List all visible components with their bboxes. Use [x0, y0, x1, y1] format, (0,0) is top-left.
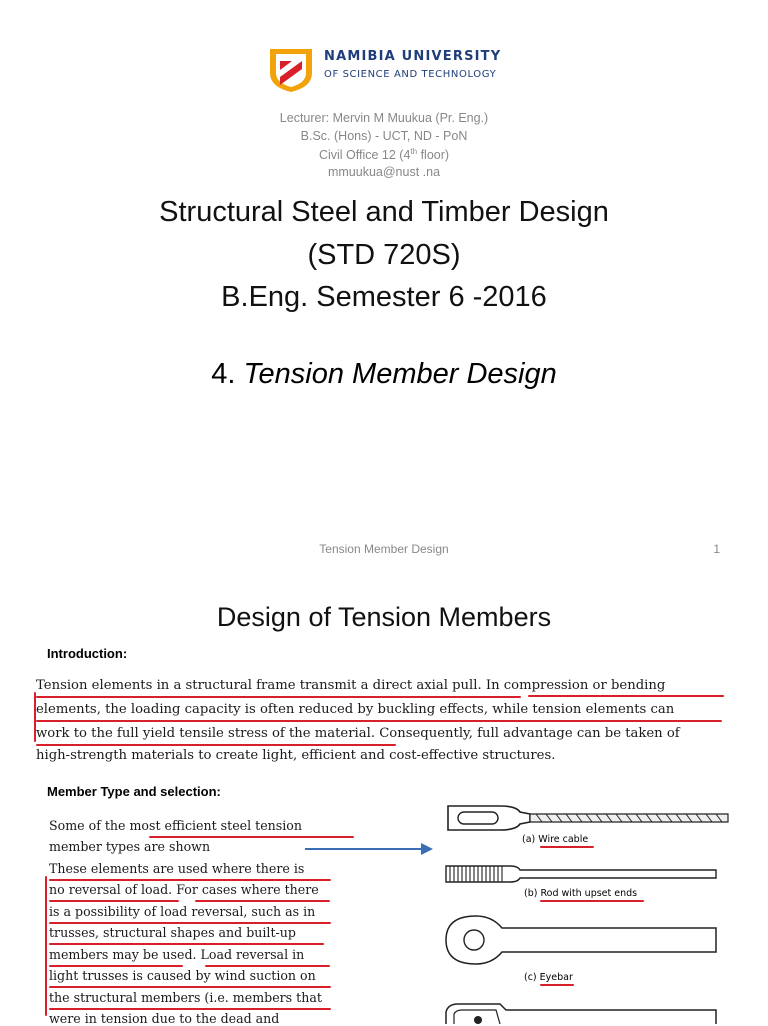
- red-underline: [49, 986, 331, 988]
- member-line: Some of the most efficient steel tension: [49, 818, 302, 833]
- red-underline: [49, 1008, 331, 1010]
- red-underline: [540, 846, 594, 848]
- figure-label-a: (a) Wire cable: [522, 834, 589, 845]
- member-heading: Member Type and selection:: [47, 784, 221, 799]
- office-sup: th: [410, 147, 418, 156]
- red-underline: [49, 900, 179, 902]
- office-line: [0, 147, 768, 162]
- red-underline: [195, 900, 330, 902]
- member-scanned-text: [45, 812, 345, 1024]
- member-line: trusses, structural shapes and built-up: [49, 925, 296, 940]
- course-code: (STD 720S): [307, 239, 461, 271]
- red-underline: [49, 922, 331, 924]
- rod-upset-ends-figure: [440, 862, 730, 886]
- course-title: Structural Steel and Timber Design: [159, 196, 609, 228]
- member-line: were in tension due to the dead and: [49, 1011, 280, 1026]
- logo-name-line1: NAMIBIA UNIVERSITY: [324, 49, 502, 64]
- page-number: 1: [713, 542, 720, 556]
- university-logo: [266, 43, 506, 93]
- lecturer-line: Lecturer: Mervin M Muukua (Pr. Eng.): [279, 111, 489, 125]
- member-type-figures: [440, 800, 730, 1024]
- red-margin-mark: [34, 692, 36, 742]
- topic-heading: [0, 358, 768, 391]
- red-underline: [49, 943, 324, 945]
- member-line: These elements are used where there is: [49, 861, 305, 876]
- member-line: light trusses is caused by wind suction on: [49, 968, 316, 983]
- red-underline: [528, 695, 724, 697]
- wire-cable-figure: [440, 800, 730, 836]
- red-underline: [49, 879, 331, 881]
- footer-title: Tension Member Design: [319, 542, 449, 556]
- slide-title: Design of Tension Members: [216, 602, 552, 632]
- arrow-right-icon: [305, 840, 435, 858]
- intro-line: Tension elements in a structural frame transmit a direct axial pull. In compression or bending: [36, 678, 666, 693]
- office-prefix: Civil Office 12 (4: [318, 148, 411, 163]
- red-underline: [540, 984, 574, 986]
- partial-member-figure: [440, 998, 730, 1024]
- red-underline: [149, 836, 354, 838]
- email-line: mmuukua@nust .na: [327, 165, 441, 179]
- qualifications-line: B.Sc. (Hons) - UCT, ND - PoN: [300, 129, 468, 143]
- red-margin-mark: [45, 876, 47, 1016]
- shield-logo-icon: [266, 43, 316, 93]
- eyebar-figure: [440, 912, 730, 968]
- member-line: members may be used. Load reversal in: [49, 947, 305, 962]
- member-line: the structural members (i.e. members that: [49, 990, 322, 1005]
- program-line: B.Eng. Semester 6 -2016: [221, 281, 547, 313]
- intro-line: work to the full yield tensile stress of the material. Consequently, full advantage can be taken of: [36, 726, 680, 741]
- office-suffix: floor): [417, 148, 450, 163]
- member-line: is a possibility of load reversal, such as in: [49, 904, 316, 919]
- intro-heading: Introduction:: [47, 646, 128, 661]
- intro-line: elements, the loading capacity is often reduced by buckling effects, while tension elements can: [36, 702, 675, 717]
- red-underline: [205, 965, 330, 967]
- member-line: no reversal of load. For cases where there: [49, 882, 319, 897]
- figure-label-b: (b) Rod with upset ends: [524, 888, 638, 899]
- red-underline: [49, 965, 183, 967]
- topic-number: 4.: [211, 358, 236, 390]
- intro-scanned-text: [30, 672, 730, 772]
- red-underline: [540, 900, 644, 902]
- red-underline: [36, 696, 521, 698]
- red-underline: [36, 720, 722, 722]
- topic-title: Tension Member Design: [243, 358, 557, 390]
- member-line: member types are shown: [49, 839, 211, 854]
- red-underline: [36, 744, 396, 746]
- content-slide: [0, 572, 768, 1024]
- figure-label-c: (c) Eyebar: [524, 972, 573, 983]
- intro-line: high-strength materials to create light, efficient and cost-effective structures.: [36, 748, 556, 763]
- logo-name-line2: OF SCIENCE AND TECHNOLOGY: [324, 69, 497, 80]
